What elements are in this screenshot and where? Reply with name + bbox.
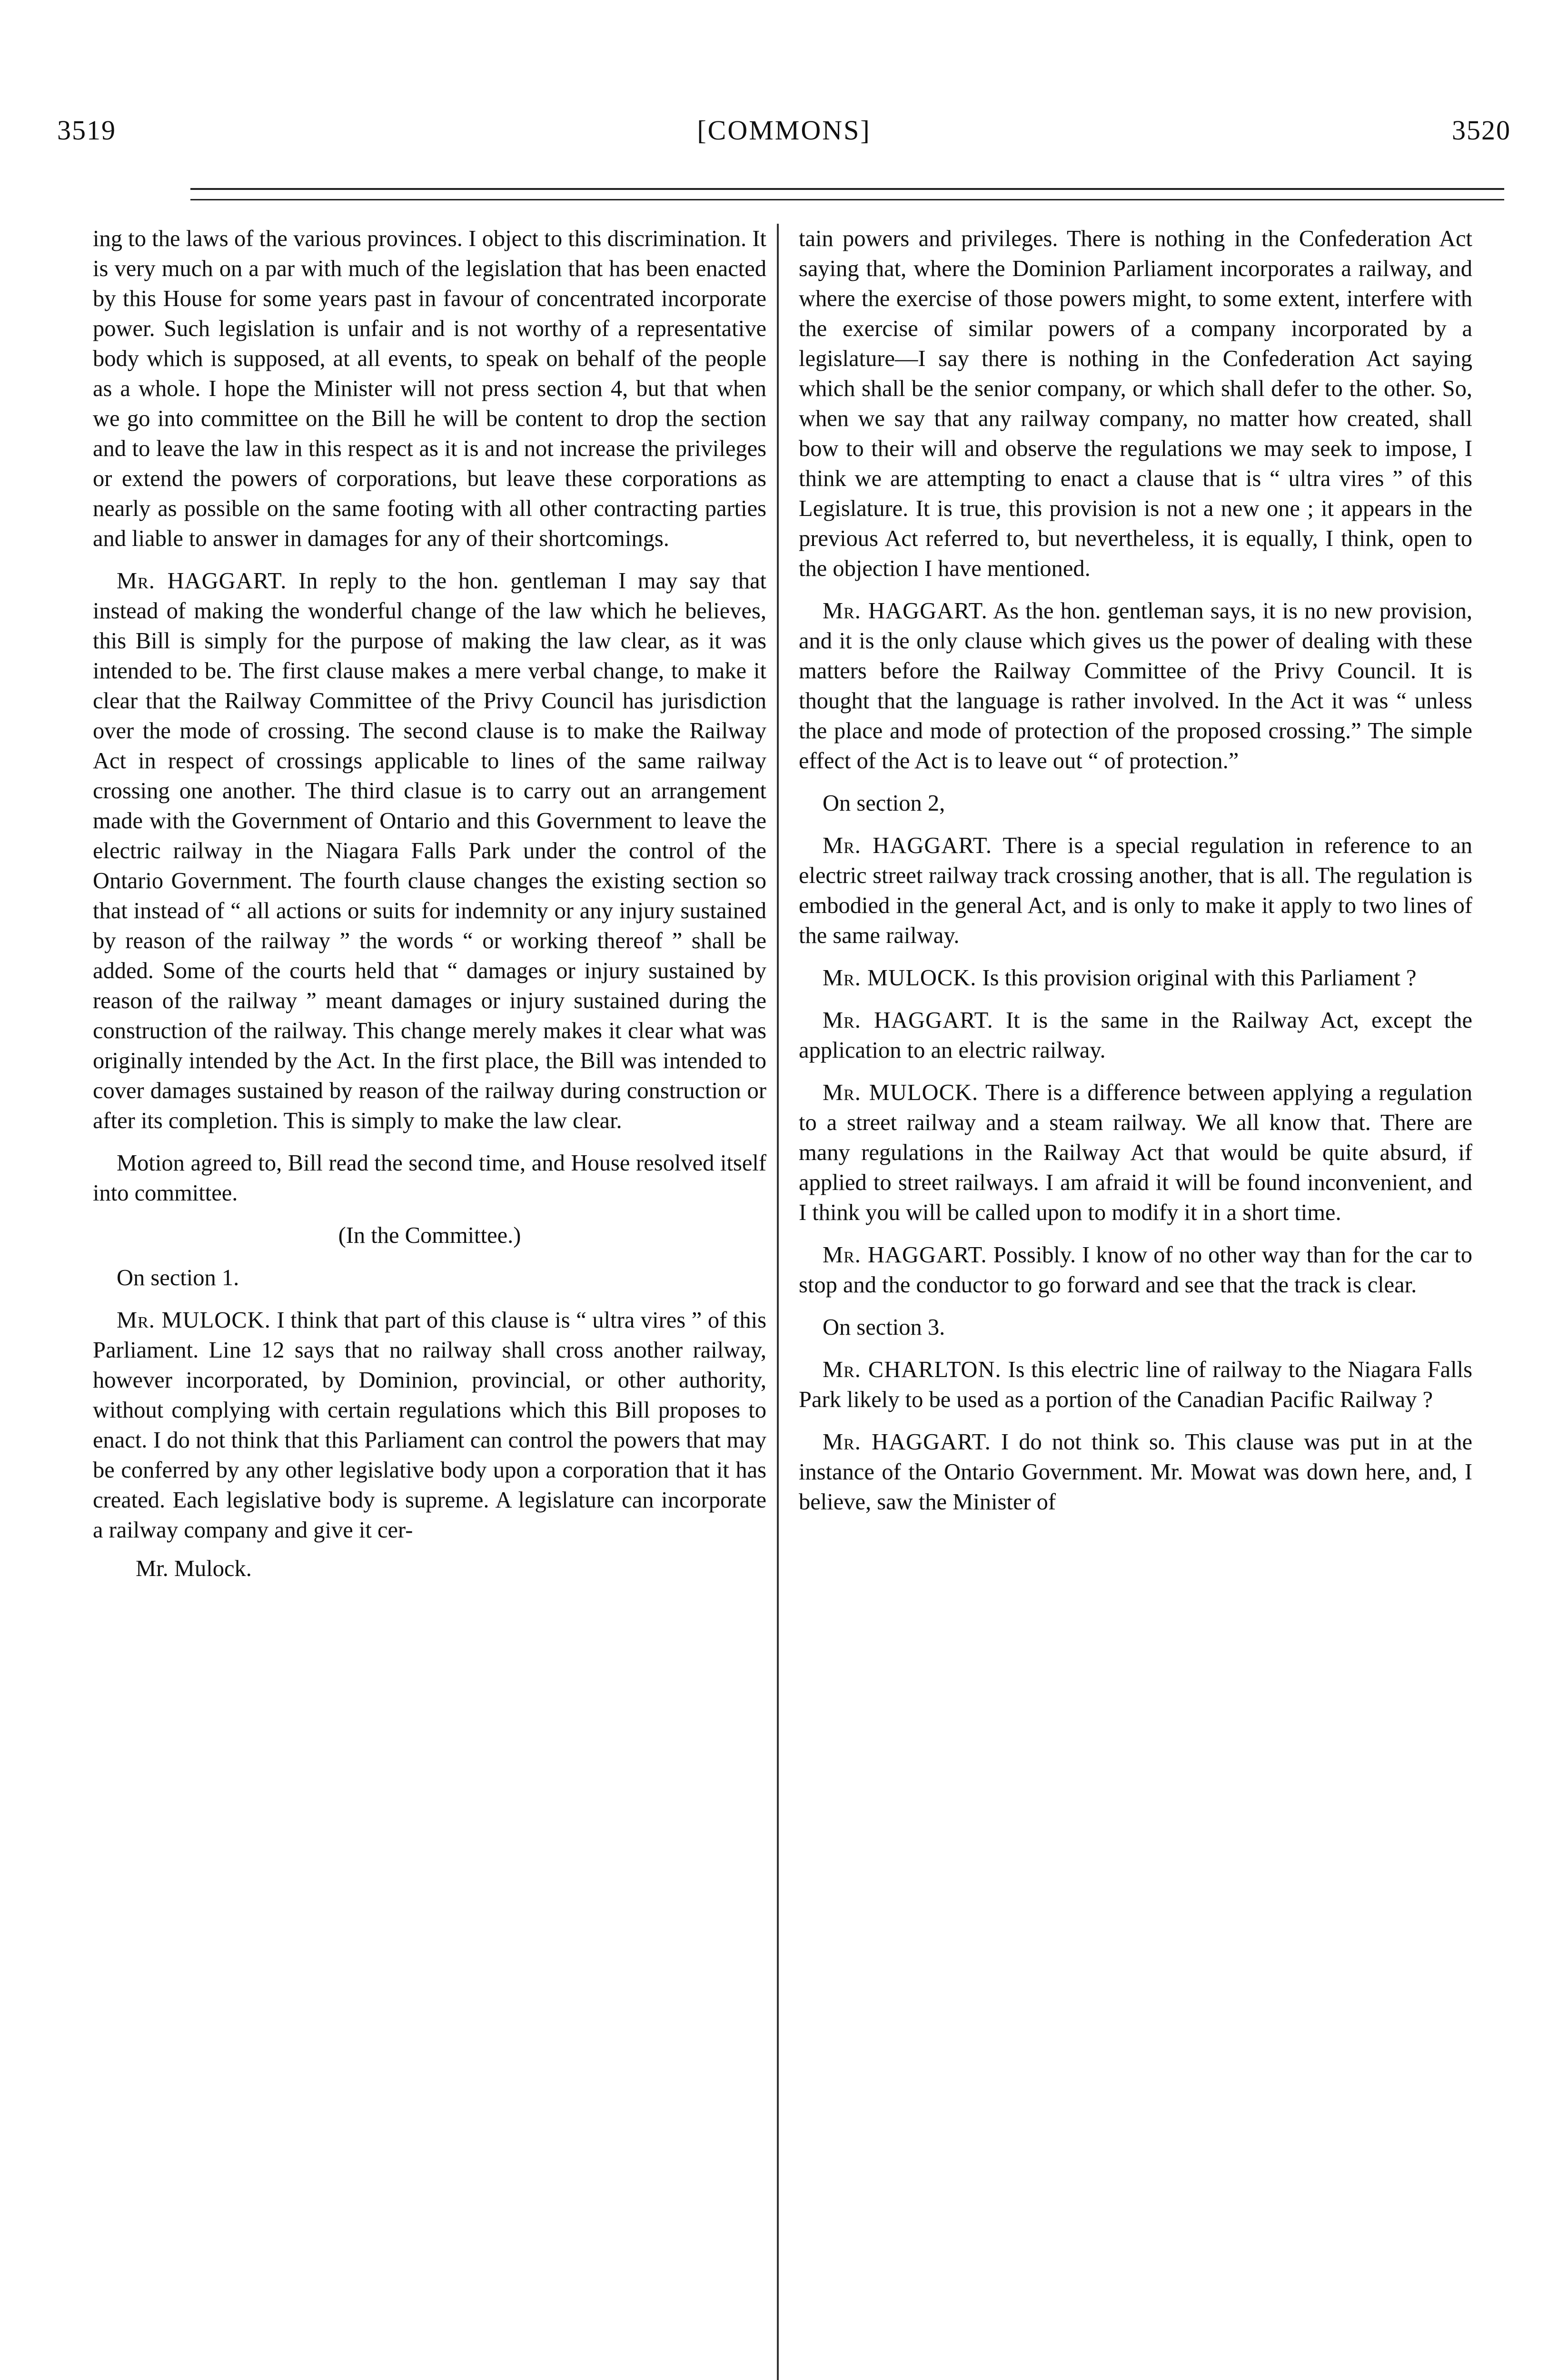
speaker-name: Mr. HAGGART. [823,833,992,858]
speech-text: Is this electric line of railway to the Niagara Falls Park likely to be used as a portion of the Canadian Pacific Railway ? [799,1357,1472,1412]
speech-paragraph [799,596,1472,776]
speaker-name: Mr. HAGGART. [823,1429,991,1455]
section-heading: On section 3. [823,1315,945,1340]
header-rule [190,188,1504,190]
paragraph: Motion agreed to, Bill read the second time, and House resolved itself into committee. [93,1150,766,1206]
section-heading: On section 2, [823,791,945,816]
page-number-left: 3519 [57,115,116,146]
speech-paragraph [799,1427,1472,1517]
speech-text: I think that part of this clause is “ ultra vires ” of this Parliament. Line 12 says that no railway shall cross another railway, however incorporated, by Dominion, provincial, or other authority, without complying with certain regulations which this Bill proposes to enact. I do not think that this Parliament can control the powers that may be conferred by any other legislative body upon a corporation that it has created. Each legislative body is supreme. A legislature can incorporate a railway company and give it cer- [93,1308,766,1543]
speech-paragraph [799,1240,1472,1300]
catchword-signature: Mr. Mulock. [136,1556,252,1581]
speech-paragraph [799,1005,1472,1065]
speaker-name: Mr. CHARLTON. [823,1357,1002,1382]
paragraph: ing to the laws of the various provinces. I object to this discrimination. It is very much on a par with much of the legislation that has been enacted by this House for some years past in favour of concentrated incorporate power. Such legislation is unfair and is not worthy of a representative body which is supposed, at all events, to speak on behalf of the people as a whole. I hope the Minister will not press section 4, but that when we go into committee on the Bill he will be content to drop the section and to leave the law in this respect as it is and not increase the privileges or extend the powers of corporations, but leave these corporations as nearly as possible on the same footing with all other contracting parties and liable to answer in damages for any of their shortcomings. [93,226,766,551]
speech-text: Is this provision original with this Parliament ? [982,965,1417,991]
speaker-name: Mr. HAGGART. [823,1008,993,1033]
speaker-name: Mr. MULOCK. [823,1080,979,1105]
header-rule-secondary [190,199,1504,200]
speaker-name: Mr. MULOCK. [823,965,977,991]
speech-text: There is a difference between applying a regulation to a street railway and a steam railway. We all know that. There are many regulations in the Railway Act that would be quite absurd, if applied to street railways. I am afraid it will be found inconvenient, and I think you will be called upon to modify it in a short time. [799,1080,1472,1225]
speech-text: There is a special regulation in reference to an electric street railway track crossing another, that is all. The regulation is embodied in the general Act, and is only to make it apply to two lines of the same railway. [799,833,1472,948]
speech-text: It is the same in the Railway Act, except the application to an electric railway. [799,1008,1472,1063]
page-number-right: 3520 [1452,115,1511,146]
speaker-name: Mr. HAGGART. [823,598,988,624]
speaker-name: Mr. HAGGART. [117,568,287,594]
column-divider [777,224,779,2380]
speech-paragraph [799,831,1472,951]
speech-text: As the hon. gentleman says, it is no new provision, and it is the only clause which gives us the power of dealing with these matters before the Railway Committee of the Privy Council. It is thought that the language is rather involved. In the Act it was “ unless the place and mode of protection of the proposed crossing.” The simple effect of the Act is to leave out “ of protection.” [799,598,1472,774]
committee-heading: (In the Committee.) [338,1223,521,1248]
speaker-name: Mr. MULOCK. [117,1308,271,1333]
speech-text: Possibly. I know of no other way than for the car to stop and the conductor to go forward and see that the track is clear. [799,1242,1472,1298]
paragraph: tain powers and privileges. There is nothing in the Confederation Act saying that, where the Dominion Parliament incorporates a railway, and where the exercise of those powers might, to some extent, interfere with the exercise of similar powers of a company incorporated by a legislature—I say there is nothing in the Confederation Act saying which shall be the senior company, or which shall defer to the other. So, when we say that any railway company, no matter how created, shall bow to their will and observe the regulations we may seek to impose, I think we are attempting to enact a clause that is “ ultra vires ” of this Legislature. It is true, this provision is not a new one ; it appears in the previous Act referred to, but nevertheless, it is equally, I think, open to the objection I have mentioned. [799,226,1472,581]
speech-paragraph [799,1078,1472,1228]
left-column [93,224,766,2380]
page-header [57,114,1511,167]
speech-text: In reply to the hon. gentleman I may say that instead of making the wonderful change of the law which he believes, this Bill is simply for the purpose of making the law clear, as it was intended to be. The first clause makes a mere verbal change, to make it clear that the Railway Committee of the Privy Council has jurisdiction over the mode of crossing. The second clause is to make the Railway Act in respect of crossings applicable to lines of the same railway crossing one another. The third clasue is to carry out an arrangement made with the Government of Ontario and this Government to leave the electric railway in the Niagara Falls Park under the control of the Ontario Government. The fourth clause changes the existing section so that instead of “ all actions or suits for indemnity or any injury sustained by reason of the railway ” the words “ or working thereof ” shall be added. Some of the courts held that “ damages or injury sustained by reason of the railway ” meant damages or injury sustained during the construction of the railway. This change merely makes it clear what was originally intended by the Act. In the first place, the Bill was intended to cover damages sustained by reason of the railway during construction or after its completion. This is simply to make the law clear. [93,568,766,1133]
speech-paragraph [93,1305,766,1545]
page-title: [COMMONS] [697,115,871,146]
speech-paragraph [799,1355,1472,1415]
speech-paragraph [93,566,766,1136]
section-heading: On section 1. [117,1265,239,1290]
right-column [799,224,1472,2380]
speaker-name: Mr. HAGGART. [823,1242,987,1268]
speech-paragraph [799,963,1472,993]
speech-text: I do not think so. This clause was put in at the instance of the Ontario Government. Mr. Mowat was down here, and, I believe, saw the Minister of [799,1429,1472,1515]
